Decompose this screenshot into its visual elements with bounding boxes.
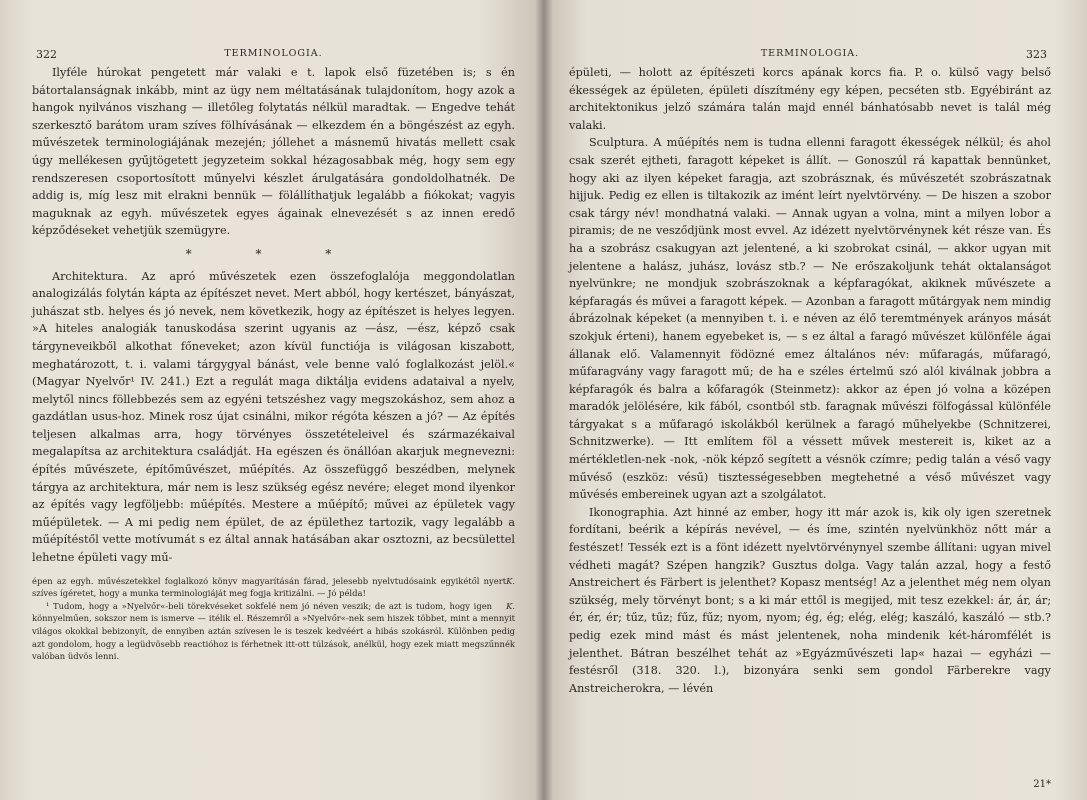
right-body-text — [569, 64, 1051, 697]
left-body-text — [32, 64, 515, 567]
right-paragraph: Sculptura. A műépítés nem is tudna ellenni faragott ékességek nélkül; és ahol csak szerét ejtheti, faragott képeket is állít. — Gonoszúl rá kapattak bennünket, hogy aki az ilyen képeket faragja, azt szobrásznak, és művészetét szobrászatnak hijjuk. Pedig ez ellen is tiltakozik az imént leírt nyelvtörvény. — De hiszen a szobor csak tárgy név! mondhatná valaki. — Annak ugyan a volna, mint a milyen lobor a piramis; de ne vesződjünk most evvel. Az idézett nyelvtörvénynek két része van. És ha a szobrász csakugyan azt jelentené, a ki szobrokat csinál, — akkor ugyan mit jelentene a halász, juhász, lovász stb.? — Ne erőszakoljunk tehát oktalanságot nyelvünkre; ne mondjuk szobrászoknak a képfaragókat, akiknek művészete a képfaragás és művei a faragott képek. — Azonban a faragott műtárgyak nem mindig ábrázolnak képeket (a mennyiben t. i. e néven az élő teremtmények arányos mását szokjuk érteni), hanem egyebeket is, — s ez által a faragó művészet különféle ágai állanak elő. Valamennyit födözné emez általános név: műfaragás, műfaragó, műfaragvány vagy faragott mű; de ha e széles értelmű szó alól kiválnak jobbra a képfaragók és balra a kőfaragók (Steinmetz): akkor az épen jó volna a középen maradók jelölésére, kik fából, csontból stb. faragnak művészi fölfogással különféle tárgyakat s a műfaragó iskolákból kerülnek a faragó műhelyekbe (Schnitzerei, Schnitzwerke). — Itt említem föl a véssett művek mestereit is, kiket az a mértékletlen-nek -nok, -nök képző segített a vésnök czímre; pedig talán a véső vagy művéső (eszköz: vésű) tisztességesebben megtehetné a véső művészet vagy művésés embereinek ugyan azt a szolgálatot. — [569, 136, 1051, 502]
footnote-text: épen az egyh. művészetekkel foglalkozó könyv magyarításán fárad, jelesebb nyelvtudósaink egyikétől nyert szíves ígéretet, hogy a munka terminologiáját meg fogja kritizálni. — Jó példa! — [32, 575, 507, 599]
footnote — [32, 600, 515, 663]
right-paragraph: épületi, — holott az építészeti korcs apának korcs fia. P. o. külső vagy belső ékességek az épületen, épületi díszítmény egy képen, pecséten stb. Egyébiránt az architektonikus jelző számára talán majd ennél bánhatósabb nevet is talál még valaki. — [569, 66, 1051, 132]
left-running-head — [32, 40, 515, 64]
left-footnotes — [32, 575, 515, 663]
left-page-number: 322 — [36, 48, 57, 61]
right-paragraph: Ikonographia. Azt hinné az ember, hogy itt már azok is, kik oly igen szeretnek fordítani, beérik a képírás nevével, — és íme, szintén nyelvünkhöz nőtt már a festészet! Tessék ezt is a fönt idézett nyelvtörvénynyel szembe állítani: ugyan mivel védheti magát? Szépen hangzik? Gusztus dolga. Vagy talán azzal, hogy a festő Anstreichert és Färbert is jelenthet? Kopasz mentség! Az a jelenthet még nem olyan szükség, mely törvényt bont; s a ki már ettől is megijed, mit tesz ezekkel: ár, ár, ár; ér, ér, ér; tűz, tűz; fűz, fűz; nyom, nyom; ég, ég; elég, elég; kaszáló, kaszáló — stb.? pedig ezek mind mást és mást jelentenek, noha mindenik két-háromfélét is jelenthet. Bátran beszélhet tehát az »Egyázművészeti lap« hazai — egyházi — festésről (318. 320. l.), bizonyára senki sem gondol Färberekre vagy Anstreicherokra, — lévén — [569, 505, 1051, 695]
footnote-text: ¹ Tudom, hogy a »Nyelvőr«-beli törekvéseket sokfelé nem jó néven veszik; de azt is tudom, hogy igen könnyelműen, sokszor nem is ismerve — itélik el. Részemről a »Nyelvőr«-nek sem hiszek többet, mint a mennyit világos okokkal bebizonyít, de ennyiben aztán szívesen le is teszek kedvéért a hibás szokásról. Különben pedig azt gondolom, hogy a legüdvösebb reactióhoz is férhetnek itt-ott túlzások, anélkül, hogy ezek miatt megszűnnék valóban üdvös lenni. — [32, 600, 515, 662]
left-paragraph: Ilyféle húrokat pengetett már valaki e t. lapok első füzetében is; s én bátortalanságnak inkább, mint az ügy nem méltatásának tulajdonítom, hogy azok a hangok nyilvános viszhang — illetőleg folytatás nélkül maradtak. — Engedve tehát szerkesztő barátom uram szíves fölhívásának — elkezdem én a böngészést az egyh. művészetek terminologiájának mezején; jóllehet a másnemű hivatás mellett csak úgy mellékesen gyűjtögetett jegyzeteim sokkal hézagosabbak még, hogy sem egy rendszeresen csoportosított műnyelvi készlet árulgatására gondoldolhatnék. De addig is, míg lesz mit elrakni bennük — fölállíthatjuk legalább a fiókokat; vagyis maguknak az egyh. művészetek egyes ágainak elnevezését s az innen eredő képződéseket vehetjük szemügyre. — [32, 66, 515, 238]
left-page — [0, 0, 543, 800]
footnote — [32, 575, 515, 600]
footnote-signature: K. — [506, 600, 515, 611]
signature-mark: 21* — [1033, 779, 1051, 790]
right-page — [543, 0, 1087, 800]
footnote-signature: K. — [506, 575, 515, 586]
left-paragraph: Architektura. Az apró művészetek ezen összefoglalója meggondolatlan analogizálás folytán kápta az építészet nevet. Mert abból, hogy kertészet, bányászat, juhászat stb. helyes és jó nevek, nem következik, hogy az építészet is helyes legyen. »A hiteles analogiák tanuskodása szerint ugyanis az —ász, —ész, képző csak tárgyneveikből alkothat főneveket; azon kívül functiója is világosan kiszabott, meghatározott, t. i. valami tárgygyal bánást, vele benne való foglalkozást jelöl.« (Magyar Nyelvőr¹ IV. 241.) Ezt a regulát maga diktálja evidens adataival a nyelv, melytől nincs föllebbezés sem az egyéni tetszéshez vagy megszokáshoz, sem ahoz a gazdátlan usus-hoz. Minek rosz újat csinálni, mikor régóta készen a jó? — Az építés teljesen alkalmas arra, hogy törvényes összetételeivel és származékaival megalapítsa az architektura családját. Ha egészen és önállóan akarjuk megnevezni: építés művészete, építőművészet, műépítés. Az összefüggő beszédben, melynek tárgya az architektura, már nem is lesz szükség egész nevére; eleget mond ilyenkor az építés vagy legföljebb: műépítés. Mestere a műépítő; művei az épületek vagy műépületek. — A mi pedig nem épület, de az épülethez tartozik, vagy legalább a műépítéstől vette motívumát s ez által annak hatásában akar osztozni, az becsülettel lehetne épületi vagy mű- — [32, 269, 515, 565]
left-running-title: TERMINOLOGIA. — [224, 48, 323, 59]
right-page-number: 323 — [1026, 48, 1047, 61]
section-divider-stars: * * * — [185, 246, 362, 261]
right-running-head — [569, 40, 1051, 64]
right-running-title: TERMINOLOGIA. — [760, 48, 860, 59]
